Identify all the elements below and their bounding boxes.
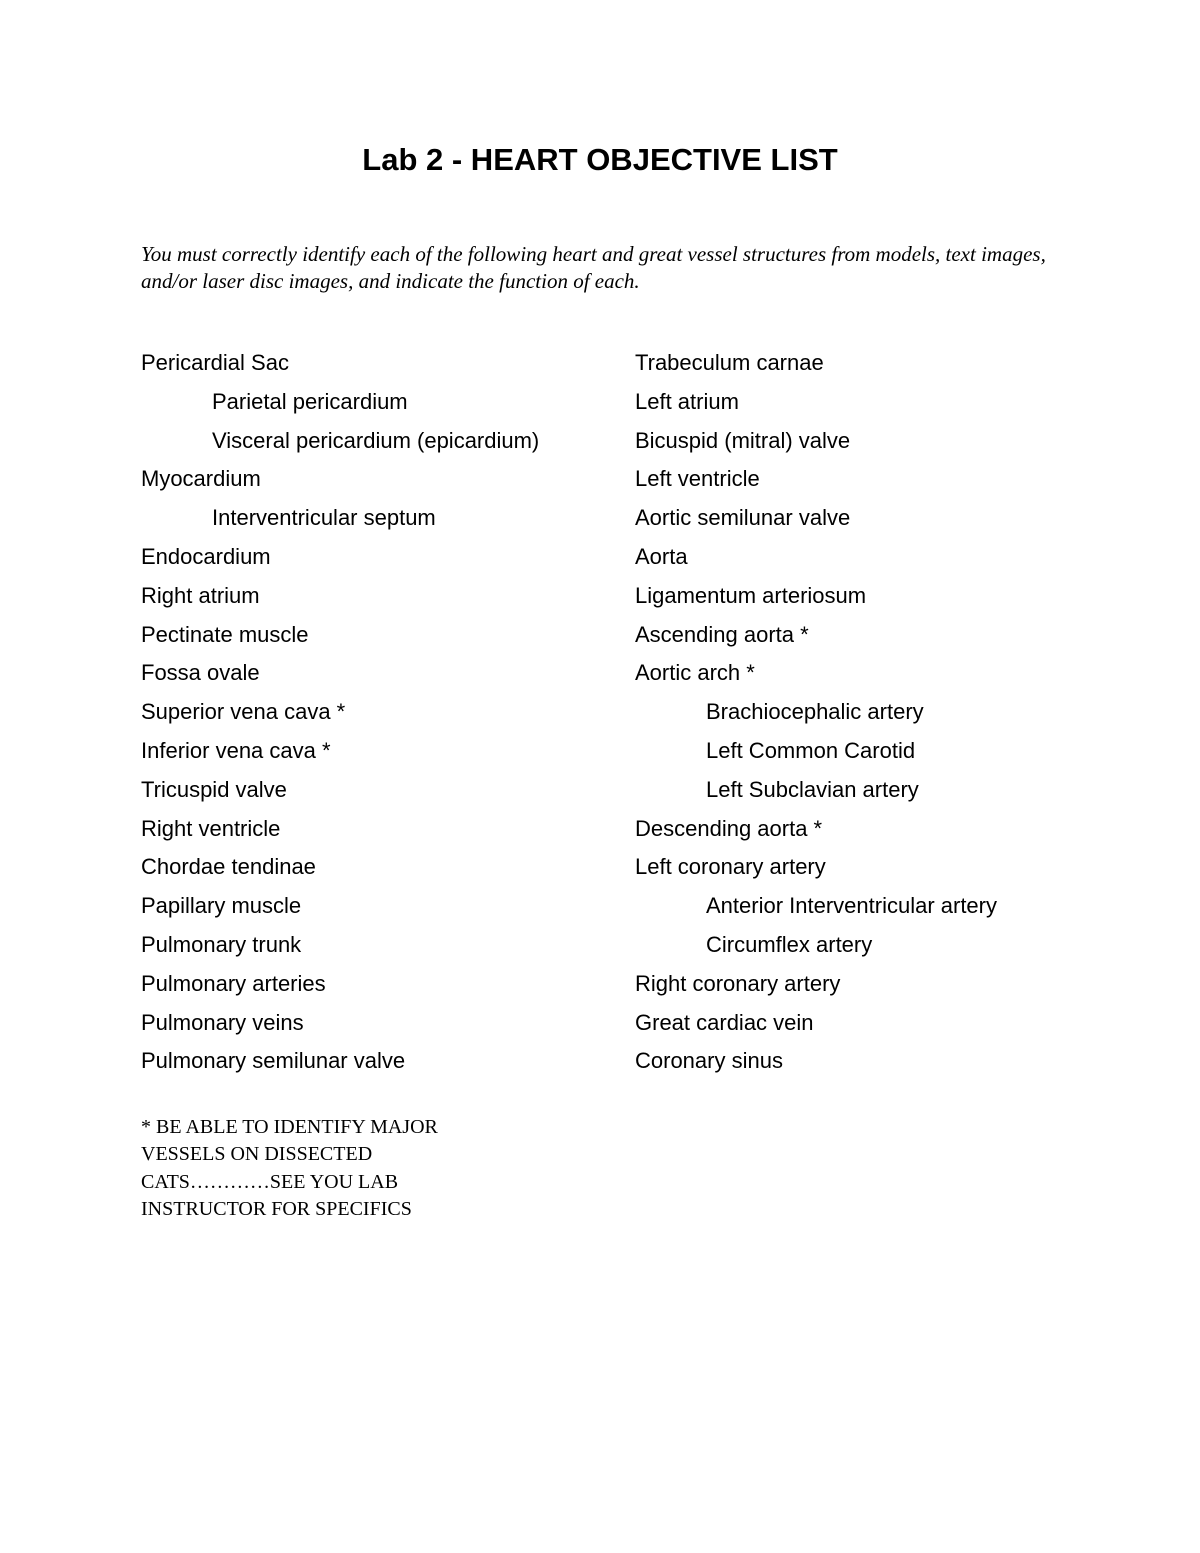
structure-item: Pulmonary trunk [141, 931, 302, 957]
structure-item: Right ventricle [141, 815, 281, 841]
sub-structure-item: Left Subclavian artery [706, 776, 919, 802]
structure-item: Aorta [635, 543, 688, 569]
structure-item: Coronary sinus [635, 1048, 783, 1074]
left-structure-list [141, 344, 611, 1081]
structure-item: Pulmonary arteries [141, 970, 326, 996]
structure-item: Descending aorta * [635, 815, 823, 841]
sub-structure-item: Interventricular septum [212, 505, 436, 531]
structure-item: Endocardium [141, 543, 271, 569]
sub-structure-item: Visceral pericardium (epicardium) [212, 427, 540, 453]
sub-structure-item: Brachiocephalic artery [706, 699, 924, 725]
intro-paragraph: You must correctly identify each of the following heart and great vessel structures from models, text images, and/or laser disc images, and indicate the function of each. [141, 242, 1046, 293]
structure-item: Left ventricle [635, 466, 760, 492]
structure-item: Left coronary artery [635, 854, 826, 880]
structure-item: Chordae tendinae [141, 854, 316, 880]
structure-item: Superior vena cava * [141, 699, 346, 725]
structure-item: Papillary muscle [141, 893, 302, 919]
structure-item: Right atrium [141, 582, 260, 608]
sub-structure-item: Anterior Interventricular artery [706, 893, 997, 919]
structure-item: Aortic semilunar valve [635, 505, 851, 531]
structure-item: Ligamentum arteriosum [635, 582, 867, 608]
note-line: INSTRUCTOR FOR SPECIFICS [141, 1197, 412, 1220]
structure-item: Myocardium [141, 466, 261, 492]
sub-structure-item: Circumflex artery [706, 931, 873, 957]
structure-item: Aortic arch * [635, 660, 755, 686]
structure-item: Tricuspid valve [141, 776, 287, 802]
structure-item: Left atrium [635, 388, 739, 414]
sub-structure-item: Parietal pericardium [212, 388, 408, 414]
right-structure-list [635, 344, 1155, 1081]
structure-item: Trabeculum carnae [635, 350, 824, 375]
structure-item: Ascending aorta * [635, 621, 809, 647]
sub-structure-item: Left Common Carotid [706, 737, 916, 763]
note-line: VESSELS ON DISSECTED [141, 1143, 373, 1166]
structure-item: Pulmonary semilunar valve [141, 1048, 406, 1074]
note-line: * BE ABLE TO IDENTIFY MAJOR [141, 1116, 438, 1138]
structure-item: Right coronary artery [635, 970, 841, 996]
page-title: Lab 2 - HEART OBJECTIVE LIST [362, 142, 838, 177]
structure-item: Fossa ovale [141, 660, 260, 686]
structure-item: Bicuspid (mitral) valve [635, 427, 851, 453]
structure-item: Great cardiac vein [635, 1009, 814, 1035]
structure-item: Pectinate muscle [141, 621, 309, 647]
structure-item: Pulmonary veins [141, 1009, 304, 1035]
structure-item: Pericardial Sac [141, 350, 289, 375]
structure-item: Inferior vena cava * [141, 737, 331, 763]
dissection-note [141, 1114, 501, 1223]
note-line: CATS…………SEE YOU LAB [141, 1170, 399, 1193]
